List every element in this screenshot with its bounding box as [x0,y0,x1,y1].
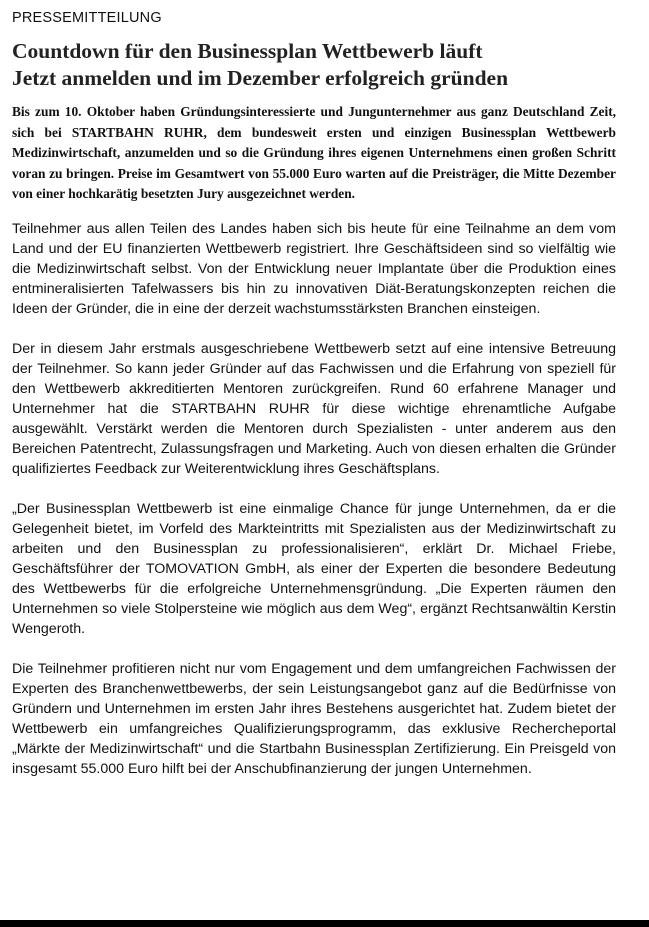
body-paragraph-2: Der in diesem Jahr erstmals ausgeschriebene Wettbewerb setzt auf eine intensive Betreuung der Teilnehmer. So kann jeder Gründer auf das Fachwissen und die Erfahrung von speziell für den Wettbewerb akkreditierten Mentoren zurückgreifen. Rund 60 erfahrene Manager und Unternehmer hat die STARTBAHN RUHR für diese wichtige ehrenamtliche Aufgabe ausgewählt. Verstärkt werden die Mentoren durch Spezialisten - unter anderem aus den Bereichen Patentrecht, Zulassungsfragen und Marketing. Auch von diesen erhalten die Gründer qualifiziertes Feedback zur Weiterentwicklung ihres Geschäftsplans. [12,340,616,477]
headline-line-2: Jetzt anmelden und im Dezember erfolgreich gründen [12,66,509,90]
page-bottom-border [0,920,649,927]
headline-line-1: Countdown für den Businessplan Wettbewerb läuft [12,39,483,63]
document-kicker: PRESSEMITTEILUNG [12,10,162,26]
body-paragraph-4: Die Teilnehmer profitieren nicht nur vom Engagement und dem umfangreichen Fachwissen der Experten des Branchenwettbewerbs, der sein Leistungsangebot ganz auf die Bedürfnisse von Gründern und Unternehmen im ersten Jahr ihres Bestehens ausgerichtet hat. Zudem bietet der Wettbewerb ein umfangreiches Qualifizierungsprogramm, das exklusive Rechercheportal „Märkte der Medizinwirtschaft“ und die Startbahn Businessplan Zertifizierung. Ein Preisgeld von insgesamt 55.000 Euro hilft bei der Anschubfinanzierung der jungen Unternehmen. [12,660,616,777]
body-paragraph-3: „Der Businessplan Wettbewerb ist eine einmalige Chance für junge Unternehmen, da er die Gelegenheit bietet, im Vorfeld des Markteintritts mit Spezialisten aus der Medizinwirtschaft zu arbeiten und den Businessplan zu professionalisieren“, erklärt Dr. Michael Friebe, Geschäftsführer der TOMOVATION GmbH, als einer der Experten die besondere Bedeutung des Wettbewerbs für die erfolgreiche Unternehmensgründung. „Die Experten räumen den Unternehmen so viele Stolpersteine wie möglich aus dem Weg“, ergänzt Rechtsanwältin Kerstin Wengeroth. [12,500,616,637]
body-paragraph-1: Teilnehmer aus allen Teilen des Landes haben sich bis heute für eine Teilnahme an dem vom Land und der EU finanzierten Wettbewerb registriert. Ihre Geschäftsideen sind so vielfältig wie die Medizinwirtschaft selbst. Von der Entwicklung neuer Implantate über die Produktion eines entmineralisierten Tafelwassers bis hin zu innovativen Diät-Beratungskonzepten reichen die Ideen der Gründer, die in eine der derzeit wachstumsstärksten Branchen einsteigen. [12,220,616,317]
press-release-document [12,8,616,799]
lead-paragraph: Bis zum 10. Oktober haben Gründungsinteressierte und Jungunternehmer aus ganz Deutschland Zeit, sich bei STARTBAHN RUHR, dem bundesweit ersten und einzigen Businessplan Wettbewerb Medizinwirtschaft, anzumelden und so die Gründung ihres eigenen Unternehmens einen großen Schritt voran zu bringen. Preise im Gesamtwert von 55.000 Euro warten auf die Preisträger, die Mitte Dezember von einer hochkarätig besetzten Jury ausgezeichnet werden. [12,104,616,201]
headline [12,38,616,92]
